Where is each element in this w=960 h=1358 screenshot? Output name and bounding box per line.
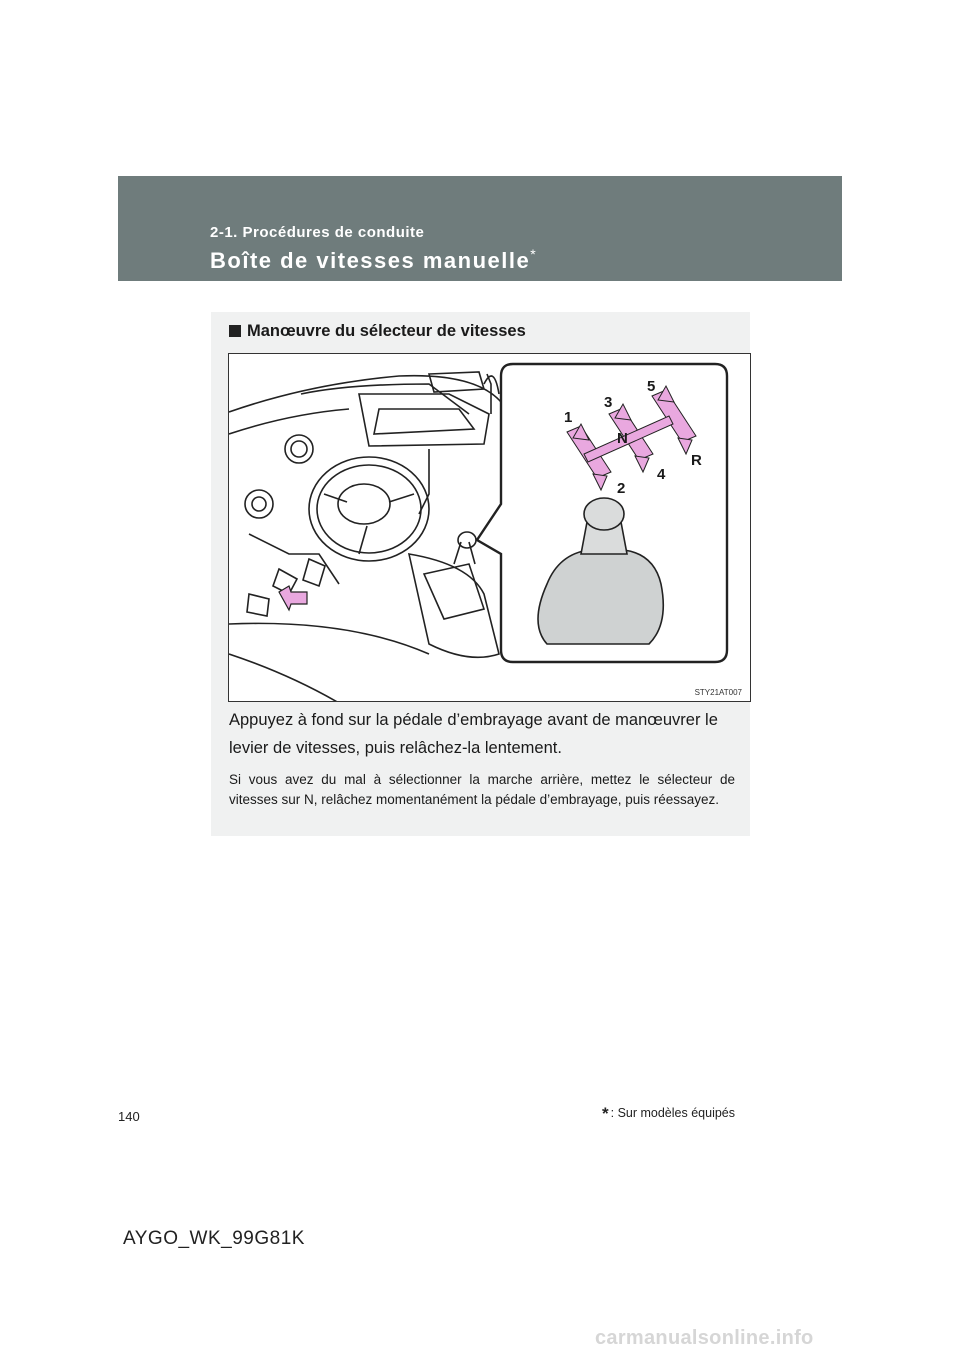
illustration-code: STY21AT007: [694, 688, 742, 697]
gear-label-2: 2: [617, 480, 626, 497]
document-code: AYGO_WK_99G81K: [123, 1228, 305, 1249]
gear-label-n: N: [617, 430, 628, 447]
info-panel: [211, 312, 750, 836]
pedal-arrow-icon: [279, 586, 307, 610]
gear-shift-illustration: [228, 353, 751, 702]
gear-label-1: 1: [564, 409, 573, 426]
note-text: Si vous avez du mal à sélectionner la marche arrière, mettez le sélecteur de vitesses sur N, relâchez momentanément la pédale d’embrayage, puis réessayez.: [229, 772, 735, 807]
page-number: 140: [118, 1109, 140, 1124]
footnote: [602, 1104, 735, 1124]
asterisk-icon: *: [602, 1104, 609, 1123]
subheading-text: Manœuvre du sélecteur de vitesses: [247, 322, 526, 340]
gear-label-r: R: [691, 452, 702, 469]
header-band: [118, 176, 842, 281]
title-asterisk: *: [530, 246, 538, 262]
footnote-text: : Sur modèles équipés: [610, 1106, 736, 1120]
watermark: carmanualsonline.info: [595, 1327, 814, 1349]
title-text: Boîte de vitesses manuelle: [210, 248, 531, 273]
car-interior-drawing: [229, 354, 751, 702]
square-bullet-icon: [229, 325, 241, 337]
section-label: 2-1. Procédures de conduite: [210, 224, 425, 241]
panel-subheading: [229, 322, 526, 341]
instruction-text: Appuyez à fond sur la pédale d’embrayage avant de manœuvrer le levier de vitesses, puis relâchez-la lentement.: [229, 711, 718, 757]
gear-label-5: 5: [647, 378, 656, 395]
page-title: [210, 248, 537, 274]
gear-label-4: 4: [657, 466, 666, 483]
gear-label-3: 3: [604, 394, 613, 411]
